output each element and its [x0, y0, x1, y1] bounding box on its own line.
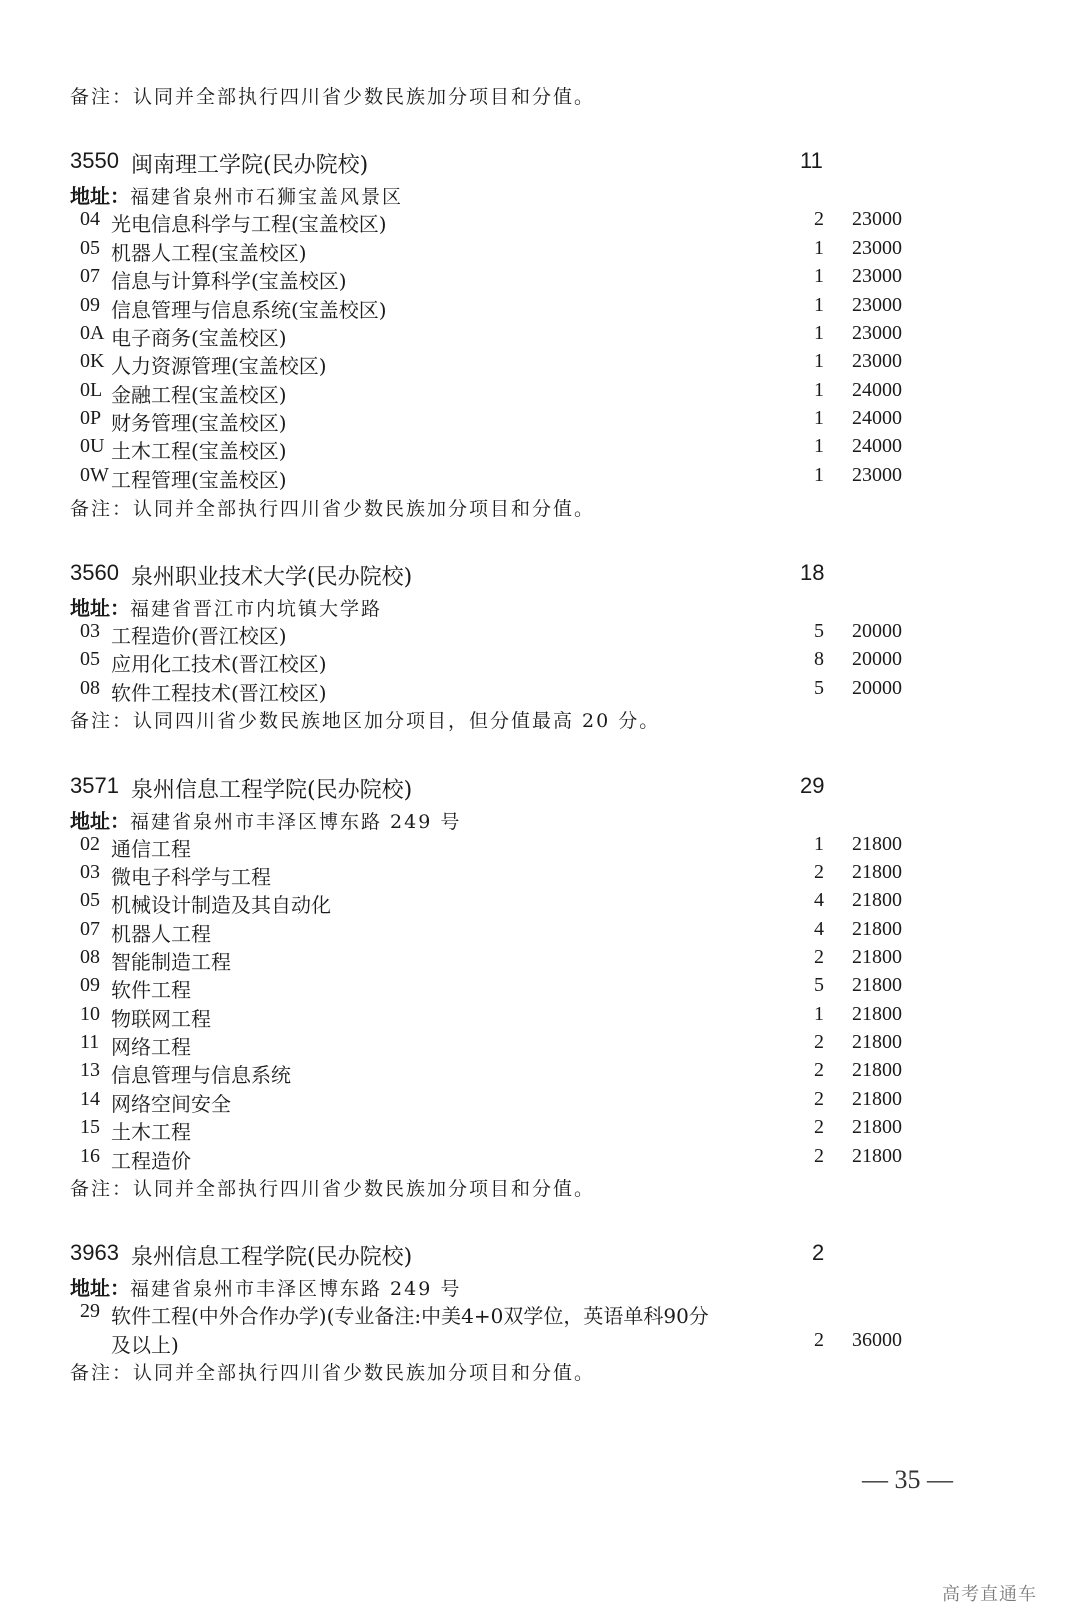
major-row — [0, 1145, 1080, 1173]
major-code: 09 — [80, 294, 100, 316]
page-number: — 35 — — [862, 1465, 953, 1494]
university-address — [70, 1272, 1080, 1300]
major-count: 4 — [814, 889, 824, 911]
major-row — [0, 946, 1080, 974]
major-code: 0L — [80, 379, 103, 401]
major-code: 08 — [80, 946, 100, 968]
major-code: 0P — [80, 407, 102, 429]
major-code: 13 — [80, 1059, 100, 1081]
address-label: 地址： — [70, 596, 130, 620]
university-total: 2 — [812, 1240, 825, 1265]
major-count: 1 — [814, 1003, 824, 1025]
major-fee: 24000 — [852, 435, 902, 457]
major-row — [0, 1031, 1080, 1059]
major-code: 07 — [80, 918, 100, 940]
major-code: 05 — [80, 889, 100, 911]
university-name: 泉州信息工程学院(民办院校) — [131, 1245, 413, 1270]
major-code: 04 — [80, 208, 100, 230]
major-count: 1 — [814, 350, 824, 372]
major-name-continued: 及以上) — [111, 1333, 179, 1357]
major-row — [0, 265, 1080, 293]
major-name: 机器人工程 — [111, 922, 211, 946]
major-name: 光电信息科学与工程(宝盖校区) — [111, 212, 387, 236]
major-count: 1 — [814, 464, 824, 486]
university-header — [0, 1240, 1080, 1268]
major-name: 物联网工程 — [111, 1007, 211, 1031]
major-row — [0, 620, 1080, 648]
major-count: 1 — [814, 833, 824, 855]
major-name: 软件工程 — [111, 978, 191, 1002]
major-code: 05 — [80, 648, 100, 670]
major-fee: 21800 — [852, 946, 902, 968]
university-header — [0, 148, 1080, 176]
major-code: 11 — [80, 1031, 100, 1053]
major-count: 2 — [814, 1031, 824, 1053]
major-name: 信息管理与信息系统(宝盖校区) — [111, 298, 387, 322]
university-code: 3550 — [70, 148, 119, 173]
university-total: 18 — [800, 560, 825, 585]
university-total: 11 — [800, 148, 823, 173]
major-fee: 21800 — [852, 918, 902, 940]
major-row-continued — [0, 1329, 1080, 1357]
major-count: 2 — [814, 208, 824, 230]
major-name: 网络工程 — [111, 1035, 191, 1059]
major-name: 财务管理(宝盖校区) — [111, 411, 287, 435]
major-code: 14 — [80, 1088, 100, 1110]
major-name: 应用化工技术(晋江校区) — [111, 652, 327, 676]
major-code: 10 — [80, 1003, 100, 1025]
major-count: 1 — [814, 322, 824, 344]
major-fee: 20000 — [852, 677, 902, 699]
major-name: 网络空间安全 — [111, 1092, 231, 1116]
major-fee: 23000 — [852, 237, 902, 259]
university-header — [0, 773, 1080, 801]
major-fee: 21800 — [852, 1145, 902, 1167]
major-count: 8 — [814, 648, 824, 670]
major-row — [0, 1003, 1080, 1031]
major-row — [0, 974, 1080, 1002]
major-fee: 20000 — [852, 648, 902, 670]
major-count: 4 — [814, 918, 824, 940]
university-total: 29 — [800, 773, 825, 798]
university-code: 3571 — [70, 773, 119, 798]
major-row — [0, 648, 1080, 676]
major-row — [0, 237, 1080, 265]
major-row — [0, 677, 1080, 705]
address-value: 福建省泉州市丰泽区博东路 249 号 — [130, 811, 462, 833]
address-label: 地址： — [70, 1276, 130, 1300]
major-name: 工程造价(晋江校区) — [111, 624, 287, 648]
major-row — [0, 322, 1080, 350]
major-row — [0, 294, 1080, 322]
university-name: 泉州职业技术大学(民办院校) — [131, 565, 413, 590]
major-code: 03 — [80, 861, 100, 883]
address-value: 福建省泉州市石狮宝盖风景区 — [130, 186, 404, 208]
major-name: 金融工程(宝盖校区) — [111, 383, 287, 407]
major-fee: 21800 — [852, 1059, 902, 1081]
major-count: 2 — [814, 861, 824, 883]
major-fee: 23000 — [852, 265, 902, 287]
major-name: 通信工程 — [111, 837, 191, 861]
major-row — [0, 464, 1080, 492]
university-remark: 备注：认同并全部执行四川省少数民族加分项目和分值。 — [70, 1362, 596, 1384]
major-code: 05 — [80, 237, 100, 259]
major-count: 1 — [814, 435, 824, 457]
major-code: 0U — [80, 435, 105, 457]
university-name: 泉州信息工程学院(民办院校) — [131, 778, 413, 803]
major-count: 2 — [814, 1059, 824, 1081]
major-fee: 24000 — [852, 407, 902, 429]
major-count: 2 — [814, 946, 824, 968]
major-count: 5 — [814, 620, 824, 642]
address-value: 福建省晋江市内坑镇大学路 — [130, 598, 383, 620]
address-label: 地址： — [70, 809, 130, 833]
major-fee: 23000 — [852, 322, 902, 344]
major-fee: 36000 — [852, 1329, 902, 1351]
university-header — [0, 560, 1080, 588]
major-code: 0K — [80, 350, 105, 372]
major-code: 0A — [80, 322, 105, 344]
university-remark: 备注：认同并全部执行四川省少数民族加分项目和分值。 — [70, 498, 596, 520]
major-count: 1 — [814, 265, 824, 287]
major-fee: 23000 — [852, 464, 902, 486]
major-row — [0, 435, 1080, 463]
major-name: 人力资源管理(宝盖校区) — [111, 354, 327, 378]
major-code: 16 — [80, 1145, 100, 1167]
university-code: 3963 — [70, 1240, 119, 1265]
address-value: 福建省泉州市丰泽区博东路 249 号 — [130, 1278, 462, 1300]
major-count: 5 — [814, 677, 824, 699]
major-fee: 23000 — [852, 208, 902, 230]
major-fee: 21800 — [852, 1031, 902, 1053]
major-fee: 21800 — [852, 1003, 902, 1025]
top-remark: 备注：认同并全部执行四川省少数民族加分项目和分值。 — [70, 86, 596, 108]
major-row — [0, 1116, 1080, 1144]
major-row — [0, 1088, 1080, 1116]
major-fee: 21800 — [852, 1088, 902, 1110]
major-fee: 21800 — [852, 889, 902, 911]
major-fee: 20000 — [852, 620, 902, 642]
major-code: 15 — [80, 1116, 100, 1138]
university-address — [70, 805, 1080, 833]
major-fee: 23000 — [852, 350, 902, 372]
watermark: 高考直通车 — [942, 1584, 1037, 1605]
major-name: 工程管理(宝盖校区) — [111, 468, 287, 492]
major-count: 1 — [814, 379, 824, 401]
major-fee: 21800 — [852, 1116, 902, 1138]
major-count: 2 — [814, 1329, 824, 1351]
major-row — [0, 407, 1080, 435]
major-code: 09 — [80, 974, 100, 996]
major-name: 机械设计制造及其自动化 — [111, 893, 331, 917]
major-name: 土木工程(宝盖校区) — [111, 439, 287, 463]
major-fee: 23000 — [852, 294, 902, 316]
major-row — [0, 861, 1080, 889]
major-code: 02 — [80, 833, 100, 855]
major-name: 电子商务(宝盖校区) — [111, 326, 287, 350]
major-fee: 21800 — [852, 861, 902, 883]
major-row — [0, 208, 1080, 236]
major-count: 2 — [814, 1088, 824, 1110]
major-code: 07 — [80, 265, 100, 287]
major-row — [0, 379, 1080, 407]
university-remark: 备注：认同四川省少数民族地区加分项目，但分值最高 20 分。 — [70, 710, 661, 732]
major-count: 2 — [814, 1145, 824, 1167]
university-remark: 备注：认同并全部执行四川省少数民族加分项目和分值。 — [70, 1178, 596, 1200]
major-count: 1 — [814, 407, 824, 429]
major-row — [0, 350, 1080, 378]
major-code: 0W — [80, 464, 109, 486]
major-fee: 24000 — [852, 379, 902, 401]
major-name: 信息管理与信息系统 — [111, 1063, 291, 1087]
university-code: 3560 — [70, 560, 119, 585]
university-name: 闽南理工学院(民办院校) — [131, 153, 369, 178]
major-fee: 21800 — [852, 833, 902, 855]
major-count: 2 — [814, 1116, 824, 1138]
major-fee: 21800 — [852, 974, 902, 996]
major-name: 土木工程 — [111, 1120, 191, 1144]
address-label: 地址： — [70, 184, 130, 208]
major-row — [0, 833, 1080, 861]
major-code: 03 — [80, 620, 100, 642]
major-name: 工程造价 — [111, 1149, 191, 1173]
major-row — [0, 1300, 1080, 1328]
major-count: 1 — [814, 294, 824, 316]
major-name: 智能制造工程 — [111, 950, 231, 974]
major-name: 微电子科学与工程 — [111, 865, 271, 889]
major-count: 1 — [814, 237, 824, 259]
major-code: 08 — [80, 677, 100, 699]
major-code: 29 — [80, 1300, 100, 1322]
major-row — [0, 918, 1080, 946]
major-name: 机器人工程(宝盖校区) — [111, 241, 307, 265]
university-address — [70, 592, 1080, 620]
major-row — [0, 889, 1080, 917]
major-count: 5 — [814, 974, 824, 996]
major-name: 软件工程技术(晋江校区) — [111, 681, 327, 705]
major-name: 信息与计算科学(宝盖校区) — [111, 269, 347, 293]
university-address — [70, 180, 1080, 208]
major-row — [0, 1059, 1080, 1087]
major-name: 软件工程(中外合作办学)(专业备注:中美4+0双学位，英语单科90分 — [111, 1304, 709, 1328]
